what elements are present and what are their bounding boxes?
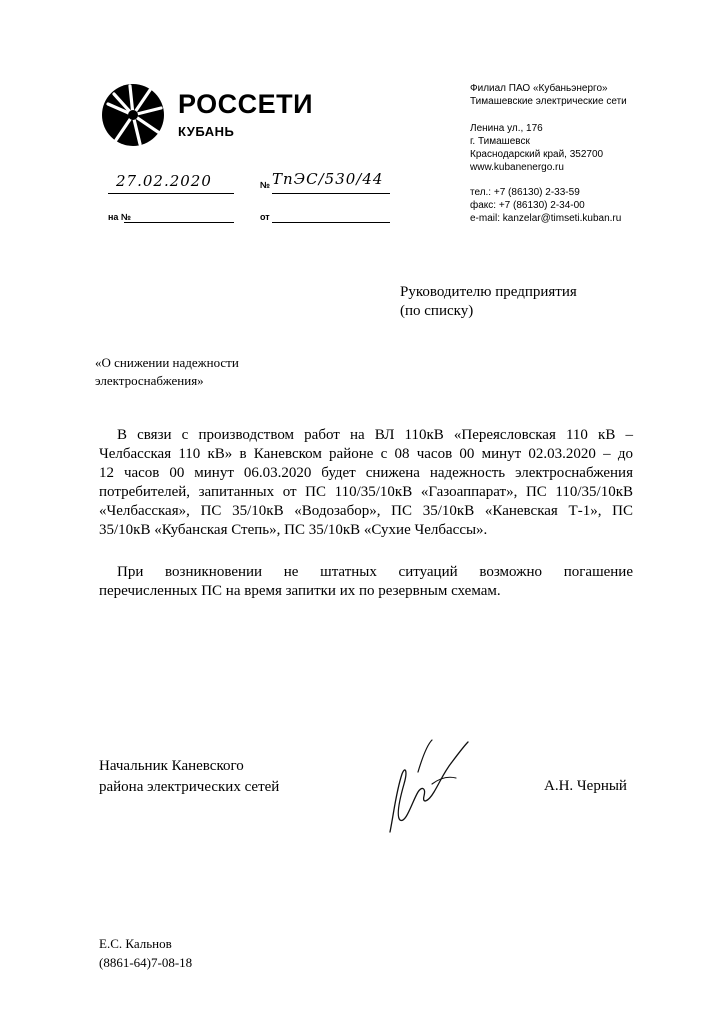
subject-line2: электроснабжения» bbox=[95, 373, 204, 388]
reply-to-number-label: на № bbox=[108, 212, 131, 222]
date-underline bbox=[108, 193, 234, 194]
recipient-line2: (по списку) bbox=[400, 303, 474, 319]
sender-email: e-mail: kanzelar@timseti.kuban.ru bbox=[470, 213, 622, 224]
sender-street: Ленина ул., 176 bbox=[470, 123, 543, 134]
outgoing-date-handwritten: 27.02.2020 bbox=[116, 172, 212, 190]
signatory-title-line2: района электрических сетей bbox=[99, 779, 280, 795]
outgoing-number-handwritten: ТпЭС/530/44 bbox=[272, 170, 384, 188]
signatory-title-line1: Начальник Каневского bbox=[99, 758, 244, 774]
body-p1-line3: 12 часов 00 минут 06.03.2020 будет снижена надежность электроснабжения bbox=[99, 465, 633, 481]
reply-to-number-underline bbox=[124, 222, 234, 223]
recipient-line1: Руководителю предприятия bbox=[400, 284, 577, 300]
executor-name: Е.С. Кальнов bbox=[99, 936, 172, 951]
rosseti-logo-icon bbox=[100, 82, 166, 148]
number-label: № bbox=[260, 180, 271, 190]
sender-website: www.kubanenergo.ru bbox=[470, 162, 564, 173]
logo-region: КУБАНЬ bbox=[178, 124, 235, 139]
logo-name: РОССЕТИ bbox=[178, 89, 314, 119]
reply-to-date-underline bbox=[272, 222, 390, 223]
signatory-name: А.Н. Черный bbox=[544, 778, 627, 794]
sender-fax: факс: +7 (86130) 2-34-00 bbox=[470, 200, 585, 211]
body-p2-line2: перечисленных ПС на время запитки их по резервным схемам. bbox=[99, 583, 501, 599]
body-p1-line2: Челбасская 110 кВ» в Каневском районе с 08 часов 00 минут 02.03.2020 – до bbox=[99, 446, 633, 462]
sender-branch-line1: Филиал ПАО «Кубаньэнерго» bbox=[470, 83, 608, 94]
sender-branch-line2: Тимашевские электрические сети bbox=[470, 96, 627, 107]
sender-phone: тел.: +7 (86130) 2-33-59 bbox=[470, 187, 580, 198]
sender-city: г. Тимашевск bbox=[470, 136, 530, 147]
executor-phone: (8861-64)7-08-18 bbox=[99, 955, 193, 970]
number-underline bbox=[272, 193, 390, 194]
subject-line1: «О снижении надежности bbox=[95, 355, 239, 370]
body-p1-line6: 35/10кВ «Кубанская Степь», ПС 35/10кВ «Сухие Челбассы». bbox=[99, 522, 488, 538]
body-p1-line4: потребителей, запитанных от ПС 110/35/10кВ «Газоаппарат», ПС 110/35/10кВ bbox=[99, 484, 633, 500]
sender-region: Краснодарский край, 352700 bbox=[470, 149, 604, 160]
body-p2-line1: При возникновении не штатных ситуаций возможно погашение bbox=[117, 564, 633, 580]
handwritten-signature bbox=[372, 732, 482, 842]
body-p1-line1: В связи с производством работ на ВЛ 110кВ «Переясловская 110 кВ – bbox=[117, 427, 633, 443]
reply-to-date-label: от bbox=[260, 212, 270, 222]
body-p1-line5: «Челбасская», ПС 35/10кВ «Водозабор», ПС 35/10кВ «Каневская Т-1», ПС bbox=[99, 503, 633, 519]
